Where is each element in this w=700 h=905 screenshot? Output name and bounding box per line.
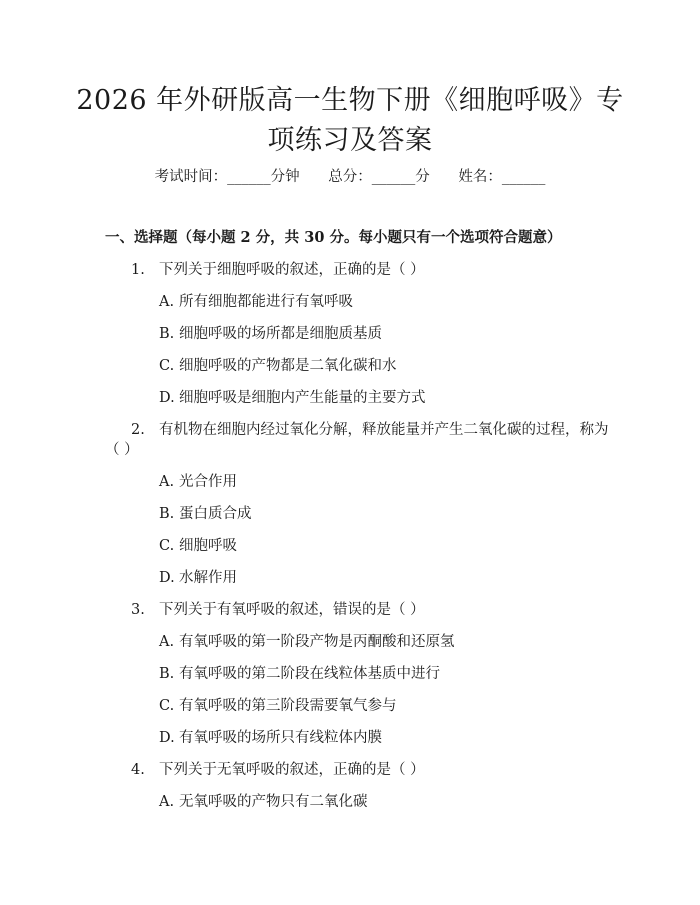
option-text: 有氧呼吸的第三阶段需要氧气参与 (179, 698, 397, 714)
question-text: 下列关于有氧呼吸的叙述，错误的是（ ） (159, 602, 425, 618)
exam-time-field: 考试时间：______分钟 (154, 169, 300, 185)
option-text: 光合作用 (179, 474, 237, 490)
option-label: C. (159, 698, 175, 714)
option-text: 有氧呼吸的第二阶段在线粒体基质中进行 (179, 666, 440, 682)
exam-meta (0, 167, 700, 187)
question-number: 4. (131, 762, 145, 778)
option-text: 细胞呼吸是细胞内产生能量的主要方式 (179, 390, 426, 406)
option-text: 无氧呼吸的产物只有二氧化碳 (179, 794, 368, 810)
option-label: C. (159, 538, 175, 554)
option-label: D. (159, 570, 175, 586)
question-number: 1. (131, 262, 145, 278)
option-label: A. (159, 294, 175, 310)
option-text: 水解作用 (179, 570, 237, 586)
option-text: 有氧呼吸的场所只有线粒体内膜 (179, 730, 382, 746)
question-text-continuation: （ ） (105, 442, 139, 458)
question-text: 下列关于细胞呼吸的叙述，正确的是（ ） (159, 262, 425, 278)
option-label: C. (159, 358, 175, 374)
option-label: B. (159, 666, 175, 682)
option-label: D. (159, 730, 175, 746)
question-text: 下列关于无氧呼吸的叙述，正确的是（ ） (159, 762, 425, 778)
option-label: A. (159, 474, 175, 490)
option-text: 所有细胞都能进行有氧呼吸 (179, 294, 353, 310)
question-text: 有机物在细胞内经过氧化分解，释放能量并产生二氧化碳的过程，称为 (159, 422, 609, 438)
option-text: 细胞呼吸 (179, 538, 237, 554)
question-number: 3. (131, 602, 145, 618)
document-title-line-2: 项练习及答案 (267, 125, 433, 156)
option-label: A. (159, 794, 175, 810)
document-title-line-1: 2026 年外研版高一生物下册《细胞呼吸》专 (76, 85, 624, 116)
student-name-field: 姓名：______ (458, 169, 546, 185)
total-score-field: 总分：______分 (328, 169, 430, 185)
option-label: B. (159, 326, 175, 342)
option-label: B. (159, 506, 175, 522)
section-heading: 一、选择题（每小题 2 分，共 30 分。每小题只有一个选项符合题意） (105, 229, 562, 246)
option-text: 细胞呼吸的场所都是细胞质基质 (179, 326, 382, 342)
option-text: 细胞呼吸的产物都是二氧化碳和水 (179, 358, 397, 374)
question-number: 2. (131, 422, 145, 438)
option-text: 有氧呼吸的第一阶段产物是丙酮酸和还原氢 (179, 634, 455, 650)
option-label: A. (159, 634, 175, 650)
option-text: 蛋白质合成 (179, 506, 252, 522)
option-label: D. (159, 390, 175, 406)
